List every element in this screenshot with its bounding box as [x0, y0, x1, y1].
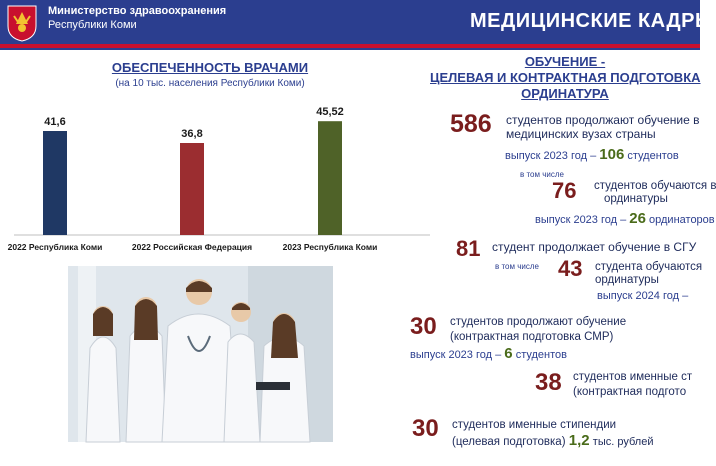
- block-30b-line-1: студентов именные стипендии: [452, 419, 617, 431]
- block-30a-line-2: (контрактная подготовка СМР): [450, 331, 614, 343]
- training-title-line-3: ОРДИНАТУРА: [521, 86, 609, 101]
- training-title-line-1: ОБУЧЕНИЕ -: [524, 54, 606, 69]
- header-bar: [0, 0, 716, 50]
- stipend-amount: 1,2: [568, 432, 590, 449]
- grad-76-number: 26: [629, 210, 646, 227]
- grad-30-suffix: студентов: [515, 349, 567, 361]
- grad-76-suffix: ординаторов: [649, 214, 715, 226]
- grad-30-prefix: выпуск 2023 год –: [410, 349, 502, 361]
- bar-1: [43, 131, 67, 235]
- block-586-line-2: медицинских вузах страны: [506, 127, 656, 141]
- grad-30-number: 6: [504, 345, 513, 362]
- doctors-photo: [68, 266, 333, 442]
- header-accent-stripe: [0, 44, 700, 48]
- chart-title: ОБЕСПЕЧЕННОСТЬ ВРАЧАМИ: [111, 60, 309, 75]
- block-30b: [412, 415, 439, 443]
- block-43-line-2: ординатуры: [595, 274, 659, 286]
- block-38-line-1: студентов именные ст: [573, 371, 693, 383]
- stat-81: 81: [456, 236, 481, 261]
- bar-value-label-2: 36,8: [181, 128, 203, 140]
- stat-30-target: 30: [412, 415, 439, 442]
- stat-38: 38: [535, 369, 562, 396]
- coat-of-arms-icon: [6, 4, 38, 42]
- block-81-text: студент продолжает обучение в СГУ: [492, 240, 697, 254]
- block-30a-text: [450, 315, 626, 345]
- grad-76-prefix: выпуск 2023 год –: [535, 214, 627, 226]
- stat-43: 43: [558, 256, 583, 281]
- block-586-line-1: студентов продолжают обучение в: [506, 113, 700, 127]
- block-43: [558, 256, 582, 282]
- including-note-2: в том числе: [495, 262, 539, 271]
- bar-3: [318, 121, 342, 235]
- block-76-line-2: ординатуры: [604, 193, 668, 205]
- bar-value-label-1: 41,6: [44, 116, 66, 128]
- chart-subtitle: (на 10 тыс. населения Республики Коми): [115, 78, 305, 89]
- bar-value-label-3: 45,52: [316, 106, 344, 119]
- stipend-unit: тыс. рублей: [592, 436, 654, 448]
- ministry-name: [48, 4, 226, 32]
- block-43-text: [595, 261, 702, 287]
- medical-staff-illustration: [68, 266, 333, 442]
- block-38: [535, 369, 562, 397]
- block-38-line-2: (контрактная подгото: [573, 386, 687, 398]
- ministry-line-2: Республики Коми: [48, 19, 137, 31]
- block-76-text: [594, 180, 716, 206]
- block-30a-graduates: [410, 345, 567, 362]
- category-label-3: 2023 Республика Коми: [282, 242, 378, 252]
- including-note-1: в том числе: [520, 170, 564, 179]
- stat-76: 76: [552, 178, 577, 203]
- doctors-bar-chart: [0, 95, 440, 265]
- category-label-1: 2022 Республика Коми: [7, 242, 103, 252]
- block-30b-line-2: [452, 433, 653, 450]
- block-38-text: [573, 370, 692, 400]
- category-label-2: 2022 Российская Федерация: [131, 242, 253, 252]
- grad-586-number: 106: [599, 146, 625, 163]
- block-76-line-1: студентов обучаются в: [594, 180, 716, 192]
- block-30a: [410, 313, 437, 341]
- block-43-line-1: студента обучаются: [595, 261, 703, 273]
- grad-586-suffix: студентов: [627, 150, 679, 162]
- bar-2: [180, 143, 204, 235]
- ministry-line-1: Министерство здравоохранения: [48, 5, 227, 17]
- block-30a-line-1: студентов продолжают обучение: [450, 316, 627, 328]
- block-43-graduates: выпуск 2024 год –: [597, 290, 689, 302]
- block-76: [552, 178, 576, 204]
- block-30b-text: [452, 417, 653, 450]
- training-title: [430, 54, 700, 102]
- block-30b-line-2-text: (целевая подготовка): [452, 436, 566, 448]
- block-81: [456, 236, 480, 262]
- stat-30-contract: 30: [410, 313, 437, 340]
- block-586-text: [506, 113, 699, 141]
- grad-586-prefix: выпуск 2023 год –: [505, 150, 597, 162]
- stat-586: 586: [450, 110, 492, 138]
- block-586-graduates: [505, 146, 679, 163]
- training-title-line-2: ЦЕЛЕВАЯ И КОНТРАКТНАЯ ПОДГОТОВКА: [430, 70, 701, 85]
- slide-title: МЕДИЦИНСКИЕ КАДРЫ: [470, 10, 716, 32]
- block-586: [450, 110, 492, 139]
- block-76-graduates: [535, 210, 715, 227]
